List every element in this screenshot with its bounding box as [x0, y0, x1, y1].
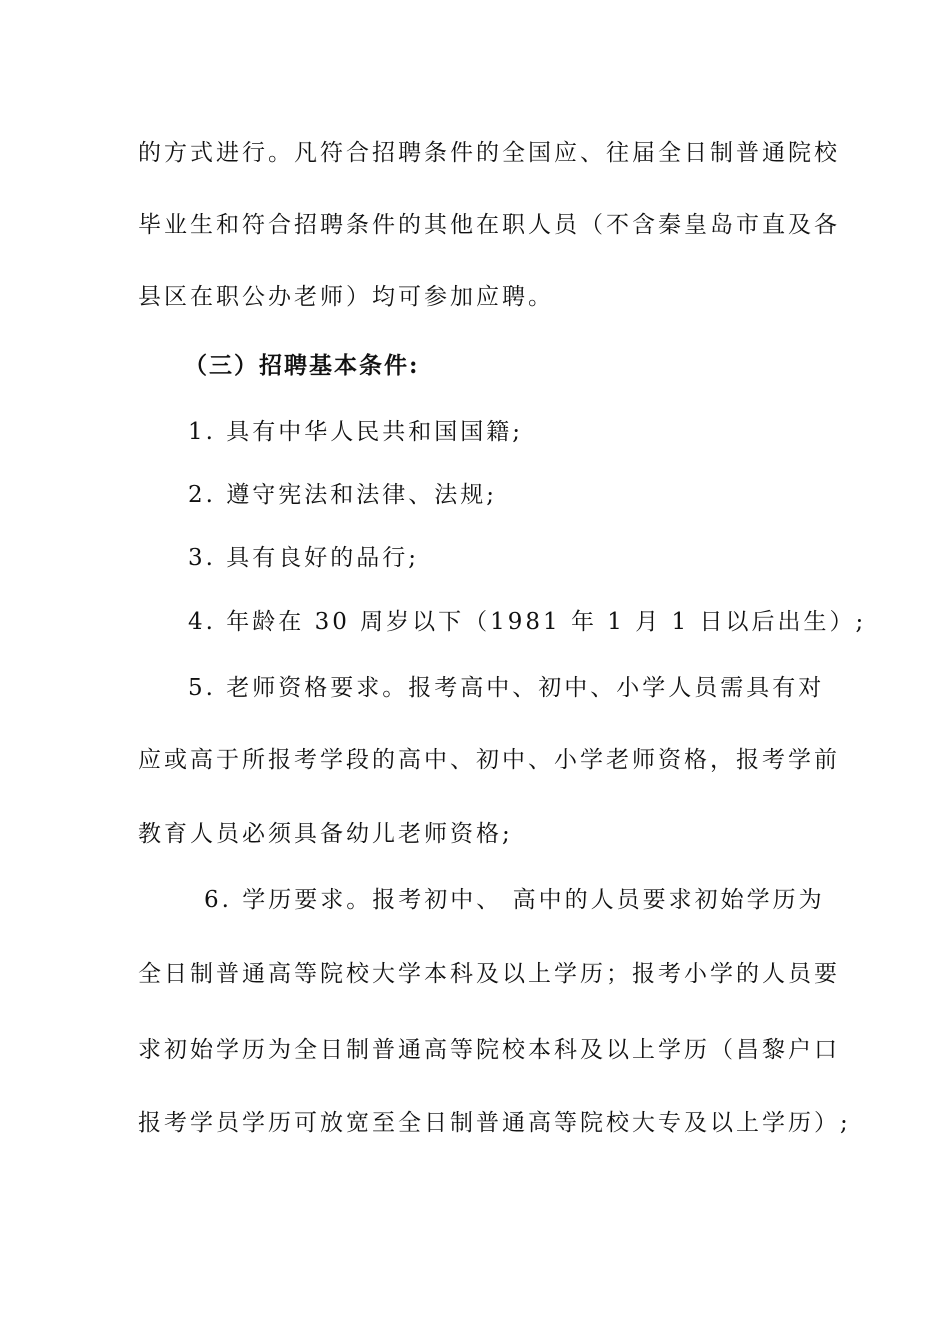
paragraph-line: 毕业生和符合招聘条件的其他在职人员（不含秦皇岛市直及各	[138, 212, 840, 238]
paragraph-line: 求初始学历为全日制普通高等院校本科及以上学历（昌黎户口	[138, 1037, 840, 1063]
list-item-5: 5. 老师资格要求。报考高中、初中、小学人员需具有对	[188, 675, 825, 701]
list-item-3: 3. 具有良好的品行;	[188, 545, 420, 571]
paragraph-line: 教育人员必须具备幼儿老师资格;	[138, 821, 513, 847]
paragraph-line: 的方式进行。凡符合招聘条件的全国应、往届全日制普通院校	[138, 140, 840, 166]
paragraph-line: 应或高于所报考学段的高中、初中、小学老师资格，报考学前	[138, 747, 840, 773]
list-item-1: 1. 具有中华人民共和国国籍;	[188, 419, 524, 445]
paragraph-line: 报考学员学历可放宽至全日制普通高等院校大专及以上学历）;	[138, 1110, 851, 1136]
section-heading: （三）招聘基本条件:	[184, 352, 420, 379]
list-item-6: 6. 学历要求。报考初中、 高中的人员要求初始学历为	[204, 887, 825, 913]
list-item-2: 2. 遵守宪法和法律、法规;	[188, 482, 498, 508]
paragraph-line: 县区在职公办老师）均可参加应聘。	[138, 284, 554, 310]
paragraph-line: 全日制普通高等院校大学本科及以上学历；报考小学的人员要	[138, 961, 840, 987]
list-item-4: 4. 年龄在 30 周岁以下（1981 年 1 月 1 日以后出生）;	[188, 609, 867, 635]
